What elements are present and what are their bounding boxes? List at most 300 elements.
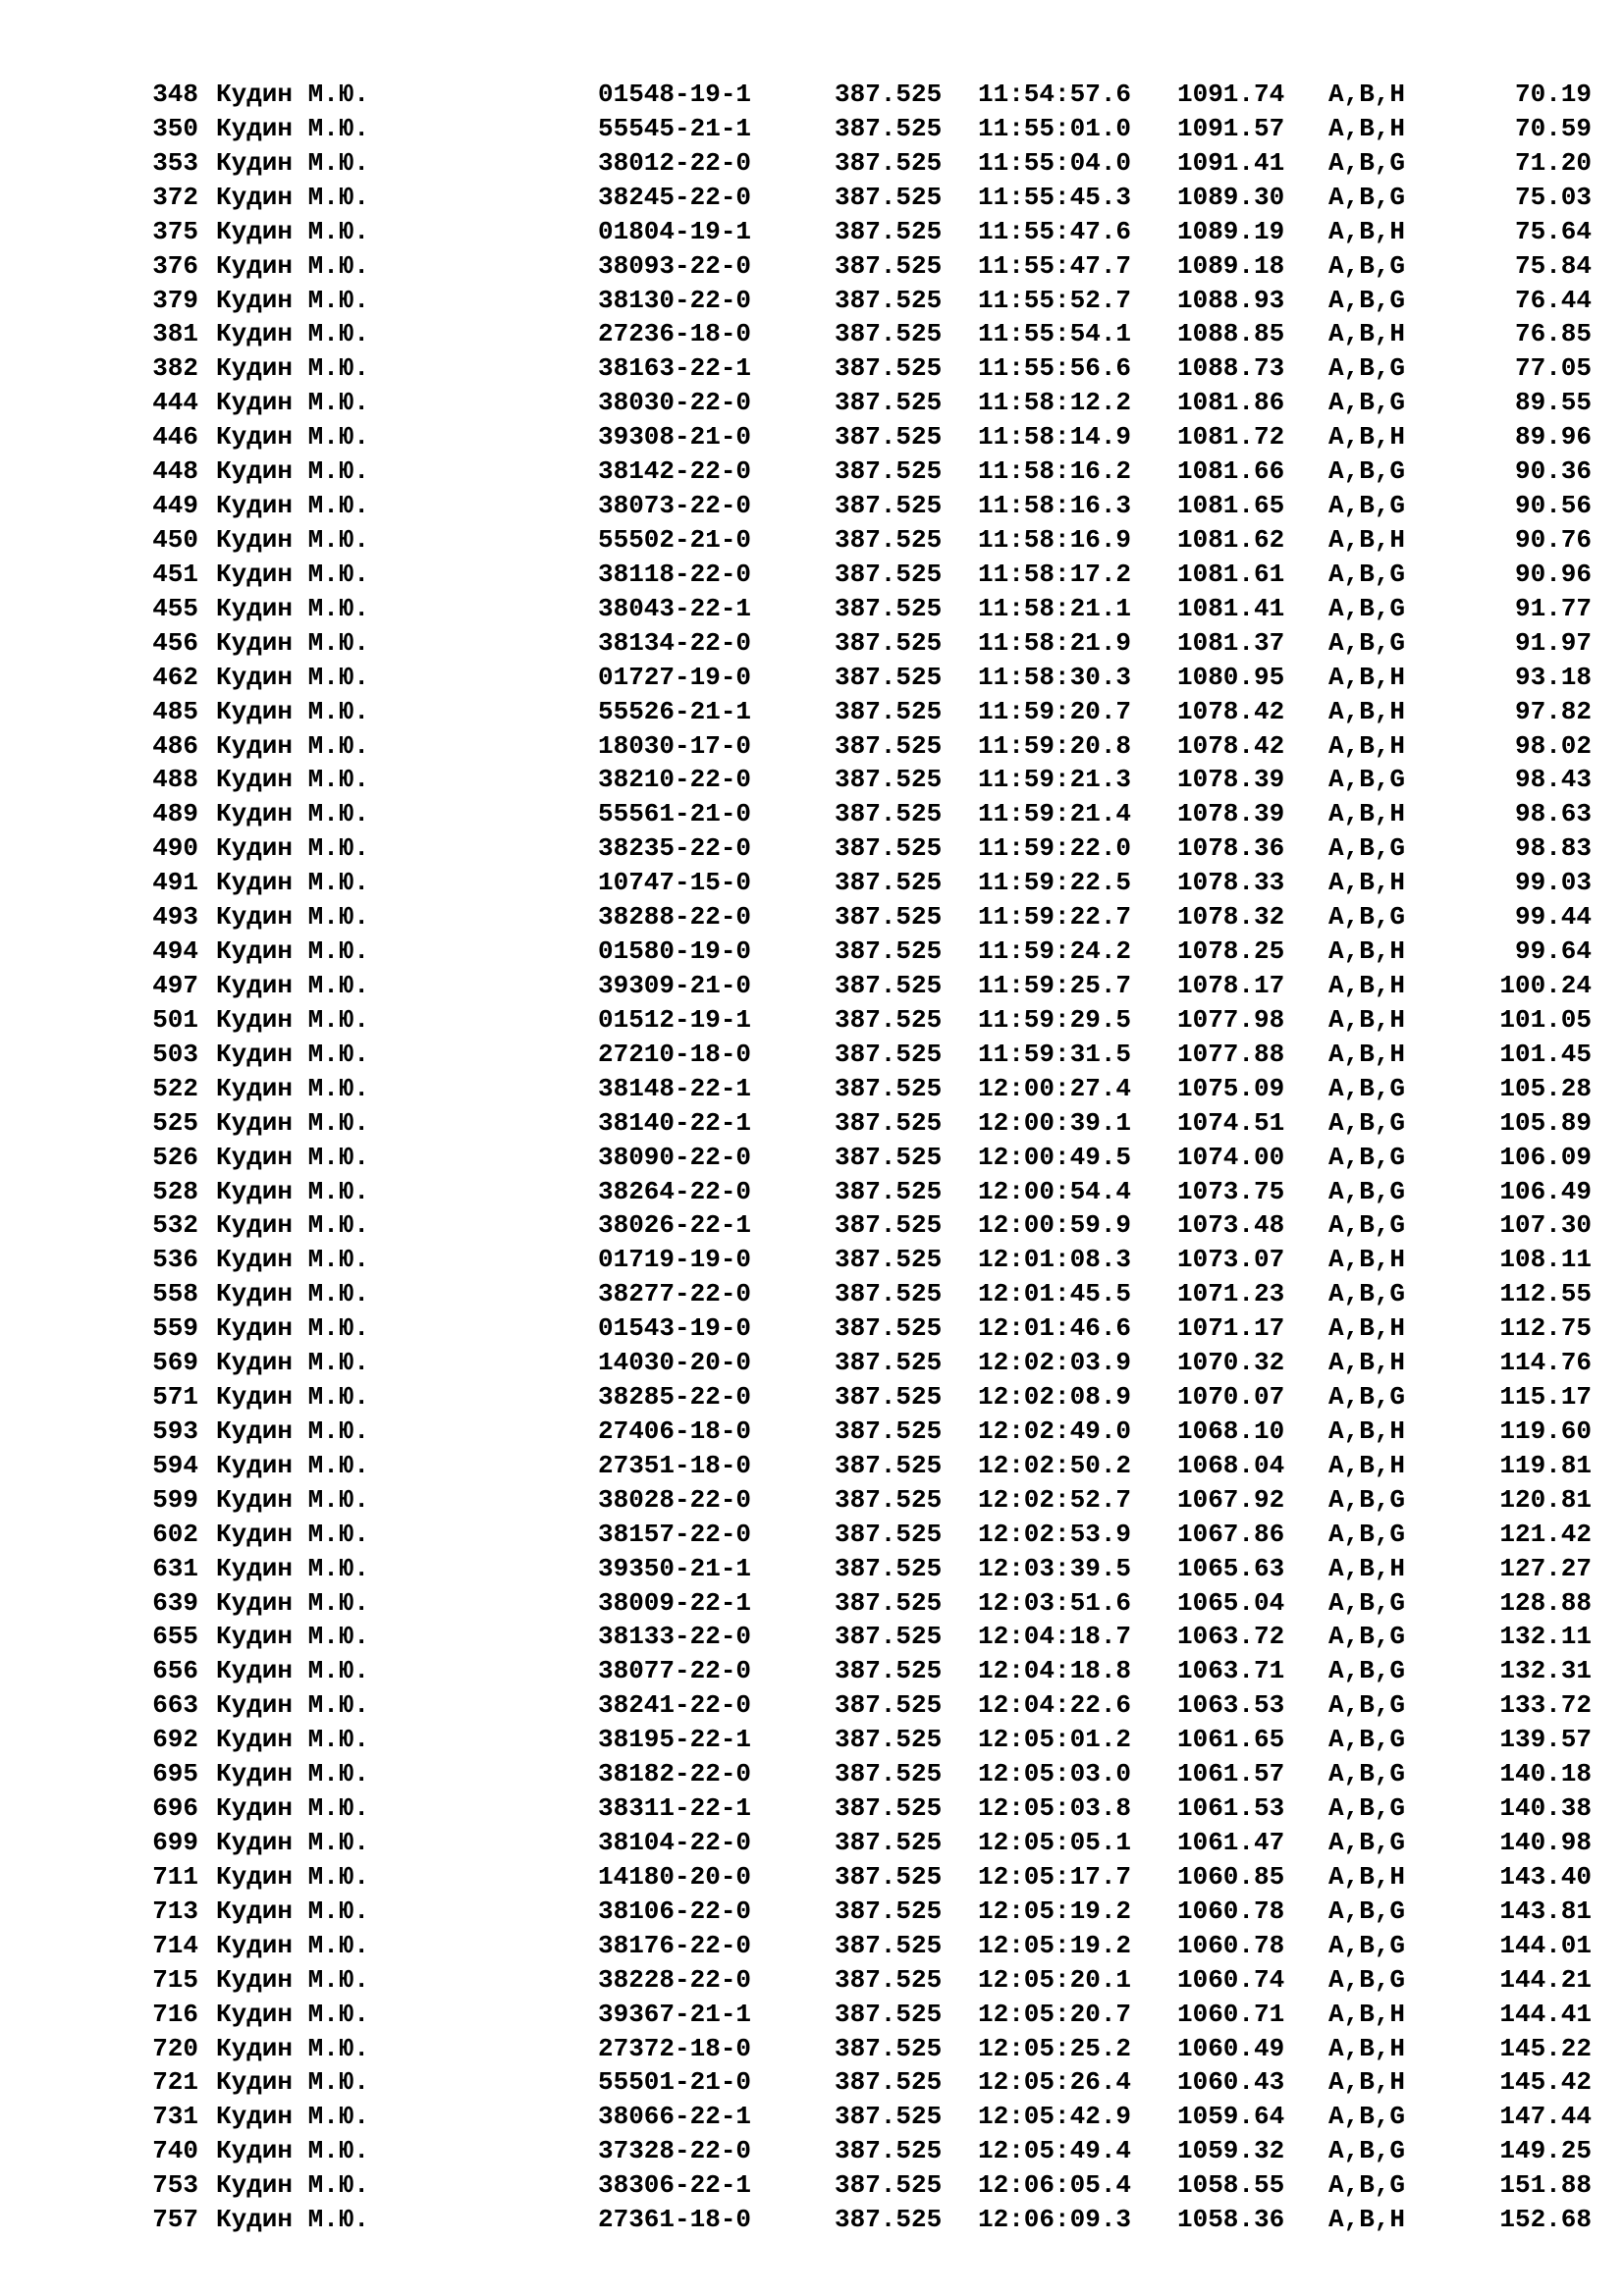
place-cell: 494 [152,936,198,967]
place-cell: 450 [152,524,198,555]
ring-number-cell: 38285-22-0 [598,1382,752,1413]
arrival-time-cell: 12:06:05.4 [978,2170,1132,2201]
fancier-name-cell: Кудин М.Ю. [216,1279,370,1309]
fancier-name-cell: Кудин М.Ю. [216,559,370,589]
points-cell: 76.44 [1514,285,1592,315]
points-cell: 90.56 [1514,491,1592,521]
table-row [0,1723,1624,1757]
speed-cell: 1058.55 [1177,2170,1285,2201]
fancier-name-cell: Кудин М.Ю. [216,80,370,109]
points-cell: 99.64 [1514,936,1592,967]
category-cell: A,B,G [1328,1759,1406,1789]
speed-cell: 1081.72 [1177,422,1285,453]
fancier-name-cell: Кудин М.Ю. [216,1587,370,1618]
table-row [0,1552,1624,1586]
points-cell: 99.03 [1514,868,1592,898]
speed-cell: 1068.04 [1177,1450,1285,1480]
category-cell: A,B,G [1328,627,1406,658]
speed-cell: 1080.95 [1177,662,1285,692]
table-row [0,2168,1624,2203]
category-cell: A,B,G [1328,491,1406,521]
ring-number-cell: 18030-17-0 [598,730,752,761]
table-row [0,2134,1624,2168]
points-cell: 144.01 [1499,1930,1592,1960]
table-row [0,695,1624,729]
ring-number-cell: 55526-21-1 [598,696,752,726]
category-cell: A,B,G [1328,1382,1406,1413]
ring-number-cell: 39308-21-0 [598,422,752,453]
place-cell: 493 [152,902,198,933]
speed-cell: 1067.92 [1177,1484,1285,1515]
category-cell: A,B,G [1328,285,1406,315]
distance-cell: 387.525 [835,1793,943,1824]
place-cell: 451 [152,559,198,589]
place-cell: 536 [152,1245,198,1275]
points-cell: 114.76 [1499,1348,1592,1378]
ring-number-cell: 38134-22-0 [598,627,752,658]
fancier-name-cell: Кудин М.Ю. [216,730,370,761]
points-cell: 119.81 [1499,1450,1592,1480]
fancier-name-cell: Кудин М.Ю. [216,1245,370,1275]
fancier-name-cell: Кудин М.Ю. [216,1073,370,1103]
speed-cell: 1078.42 [1177,696,1285,726]
table-row [0,1929,1624,1963]
distance-cell: 387.525 [835,1039,943,1069]
ring-number-cell: 38133-22-0 [598,1622,752,1652]
fancier-name-cell: Кудин М.Ю. [216,1759,370,1789]
table-row [0,592,1624,626]
place-cell: 503 [152,1039,198,1069]
distance-cell: 387.525 [835,1622,943,1652]
fancier-name-cell: Кудин М.Ю. [216,2170,370,2201]
fancier-name-cell: Кудин М.Ю. [216,1176,370,1206]
fancier-name-cell: Кудин М.Ю. [216,1004,370,1035]
speed-cell: 1088.93 [1177,285,1285,315]
place-cell: 446 [152,422,198,453]
distance-cell: 387.525 [835,662,943,692]
speed-cell: 1070.07 [1177,1382,1285,1413]
fancier-name-cell: Кудин М.Ю. [216,1656,370,1686]
speed-cell: 1073.07 [1177,1245,1285,1275]
category-cell: A,B,H [1328,80,1406,109]
arrival-time-cell: 11:55:47.6 [978,216,1132,246]
place-cell: 571 [152,1382,198,1413]
distance-cell: 387.525 [835,2170,943,2201]
speed-cell: 1078.17 [1177,970,1285,1000]
fancier-name-cell: Кудин М.Ю. [216,1382,370,1413]
speed-cell: 1089.18 [1177,250,1285,281]
category-cell: A,B,G [1328,1656,1406,1686]
category-cell: A,B,H [1328,1861,1406,1892]
fancier-name-cell: Кудин М.Ю. [216,936,370,967]
place-cell: 372 [152,182,198,212]
speed-cell: 1071.23 [1177,1279,1285,1309]
table-row [0,1586,1624,1621]
table-row [0,1654,1624,1688]
place-cell: 559 [152,1313,198,1344]
place-cell: 449 [152,491,198,521]
fancier-name-cell: Кудин М.Ю. [216,1450,370,1480]
category-cell: A,B,H [1328,696,1406,726]
distance-cell: 387.525 [835,559,943,589]
ring-number-cell: 55545-21-1 [598,113,752,143]
distance-cell: 387.525 [835,319,943,349]
ring-number-cell: 27210-18-0 [598,1039,752,1069]
fancier-name-cell: Кудин М.Ю. [216,902,370,933]
speed-cell: 1060.74 [1177,1964,1285,1995]
place-cell: 602 [152,1519,198,1549]
speed-cell: 1060.78 [1177,1930,1285,1960]
place-cell: 488 [152,765,198,795]
points-cell: 152.68 [1499,2205,1592,2235]
arrival-time-cell: 12:03:51.6 [978,1587,1132,1618]
fancier-name-cell: Кудин М.Ю. [216,662,370,692]
table-row [0,558,1624,592]
fancier-name-cell: Кудин М.Ю. [216,1348,370,1378]
speed-cell: 1065.04 [1177,1587,1285,1618]
arrival-time-cell: 12:02:50.2 [978,1450,1132,1480]
speed-cell: 1067.86 [1177,1519,1285,1549]
category-cell: A,B,G [1328,182,1406,212]
arrival-time-cell: 12:00:27.4 [978,1073,1132,1103]
category-cell: A,B,H [1328,524,1406,555]
table-row [0,317,1624,351]
speed-cell: 1073.48 [1177,1210,1285,1241]
points-cell: 71.20 [1514,147,1592,178]
points-cell: 93.18 [1514,662,1592,692]
points-cell: 139.57 [1499,1725,1592,1755]
arrival-time-cell: 12:04:22.6 [978,1690,1132,1721]
arrival-time-cell: 12:05:20.7 [978,1999,1132,2029]
distance-cell: 387.525 [835,1415,943,1446]
place-cell: 714 [152,1930,198,1960]
speed-cell: 1078.33 [1177,868,1285,898]
speed-cell: 1063.71 [1177,1656,1285,1686]
speed-cell: 1068.10 [1177,1415,1285,1446]
table-row [0,1998,1624,2032]
distance-cell: 387.525 [835,285,943,315]
category-cell: A,B,G [1328,1930,1406,1960]
points-cell: 108.11 [1499,1245,1592,1275]
speed-cell: 1063.53 [1177,1690,1285,1721]
place-cell: 692 [152,1725,198,1755]
arrival-time-cell: 12:05:19.2 [978,1930,1132,1960]
fancier-name-cell: Кудин М.Ю. [216,1210,370,1241]
points-cell: 98.02 [1514,730,1592,761]
points-cell: 140.98 [1499,1828,1592,1858]
points-cell: 100.24 [1499,970,1592,1000]
fancier-name-cell: Кудин М.Ю. [216,1519,370,1549]
distance-cell: 387.525 [835,1382,943,1413]
ring-number-cell: 39350-21-1 [598,1553,752,1583]
speed-cell: 1077.88 [1177,1039,1285,1069]
distance-cell: 387.525 [835,1450,943,1480]
place-cell: 462 [152,662,198,692]
place-cell: 663 [152,1690,198,1721]
ring-number-cell: 38077-22-0 [598,1656,752,1686]
place-cell: 593 [152,1415,198,1446]
fancier-name-cell: Кудин М.Ю. [216,1793,370,1824]
ring-number-cell: 38210-22-0 [598,765,752,795]
table-row [0,866,1624,900]
points-cell: 105.28 [1499,1073,1592,1103]
distance-cell: 387.525 [835,696,943,726]
category-cell: A,B,G [1328,1073,1406,1103]
points-cell: 89.55 [1514,388,1592,418]
fancier-name-cell: Кудин М.Ю. [216,216,370,246]
ring-number-cell: 38066-22-1 [598,2102,752,2132]
points-cell: 98.63 [1514,799,1592,829]
speed-cell: 1061.57 [1177,1759,1285,1789]
place-cell: 501 [152,1004,198,1035]
points-cell: 91.77 [1514,593,1592,623]
category-cell: A,B,G [1328,147,1406,178]
ring-number-cell: 38009-22-1 [598,1587,752,1618]
arrival-time-cell: 12:05:03.8 [978,1793,1132,1824]
fancier-name-cell: Кудин М.Ю. [216,627,370,658]
arrival-time-cell: 12:01:46.6 [978,1313,1132,1344]
points-cell: 105.89 [1499,1107,1592,1138]
speed-cell: 1060.78 [1177,1896,1285,1926]
fancier-name-cell: Кудин М.Ю. [216,456,370,487]
points-cell: 101.05 [1499,1004,1592,1035]
place-cell: 486 [152,730,198,761]
distance-cell: 387.525 [835,593,943,623]
fancier-name-cell: Кудин М.Ю. [216,1896,370,1926]
place-cell: 456 [152,627,198,658]
distance-cell: 387.525 [835,1690,943,1721]
fancier-name-cell: Кудин М.Ю. [216,1107,370,1138]
distance-cell: 387.525 [835,250,943,281]
arrival-time-cell: 11:55:04.0 [978,147,1132,178]
place-cell: 639 [152,1587,198,1618]
ring-number-cell: 38148-22-1 [598,1073,752,1103]
table-row [0,1311,1624,1346]
points-cell: 77.05 [1514,353,1592,384]
arrival-time-cell: 12:03:39.5 [978,1553,1132,1583]
table-row [0,1277,1624,1311]
category-cell: A,B,H [1328,422,1406,453]
points-cell: 106.09 [1499,1142,1592,1172]
arrival-time-cell: 11:58:21.1 [978,593,1132,623]
distance-cell: 387.525 [835,1587,943,1618]
ring-number-cell: 37328-22-0 [598,2136,752,2166]
place-cell: 497 [152,970,198,1000]
points-cell: 132.11 [1499,1622,1592,1652]
arrival-time-cell: 11:55:52.7 [978,285,1132,315]
points-cell: 90.96 [1514,559,1592,589]
ring-number-cell: 38118-22-0 [598,559,752,589]
ring-number-cell: 27351-18-0 [598,1450,752,1480]
category-cell: A,B,G [1328,1587,1406,1618]
fancier-name-cell: Кудин М.Ю. [216,2205,370,2235]
distance-cell: 387.525 [835,1553,943,1583]
table-row [0,1038,1624,1072]
points-cell: 120.81 [1499,1484,1592,1515]
table-row [0,1963,1624,1998]
ring-number-cell: 10747-15-0 [598,868,752,898]
category-cell: A,B,H [1328,936,1406,967]
speed-cell: 1089.30 [1177,182,1285,212]
ring-number-cell: 38288-22-0 [598,902,752,933]
ring-number-cell: 55501-21-0 [598,2067,752,2098]
distance-cell: 387.525 [835,2102,943,2132]
place-cell: 526 [152,1142,198,1172]
table-row [0,1791,1624,1826]
distance-cell: 387.525 [835,1245,943,1275]
distance-cell: 387.525 [835,1999,943,2029]
points-cell: 112.55 [1499,1279,1592,1309]
speed-cell: 1088.85 [1177,319,1285,349]
category-cell: A,B,G [1328,388,1406,418]
points-cell: 151.88 [1499,2170,1592,2201]
speed-cell: 1060.71 [1177,1999,1285,2029]
distance-cell: 387.525 [835,970,943,1000]
category-cell: A,B,H [1328,1553,1406,1583]
place-cell: 569 [152,1348,198,1378]
distance-cell: 387.525 [835,1828,943,1858]
category-cell: A,B,G [1328,1690,1406,1721]
distance-cell: 387.525 [835,216,943,246]
distance-cell: 387.525 [835,491,943,521]
table-row [0,420,1624,454]
ring-number-cell: 39367-21-1 [598,1999,752,2029]
speed-cell: 1078.25 [1177,936,1285,967]
results-table [0,78,1624,2237]
speed-cell: 1065.63 [1177,1553,1285,1583]
speed-cell: 1059.32 [1177,2136,1285,2166]
arrival-time-cell: 12:05:05.1 [978,1828,1132,1858]
distance-cell: 387.525 [835,1519,943,1549]
category-cell: A,B,G [1328,1176,1406,1206]
points-cell: 98.83 [1514,833,1592,864]
category-cell: A,B,G [1328,1484,1406,1515]
arrival-time-cell: 11:58:16.9 [978,524,1132,555]
place-cell: 558 [152,1279,198,1309]
category-cell: A,B,G [1328,456,1406,487]
table-row [0,763,1624,797]
table-row [0,249,1624,284]
distance-cell: 387.525 [835,388,943,418]
ring-number-cell: 38264-22-0 [598,1176,752,1206]
speed-cell: 1081.86 [1177,388,1285,418]
ring-number-cell: 38028-22-0 [598,1484,752,1515]
place-cell: 489 [152,799,198,829]
ring-number-cell: 38311-22-1 [598,1793,752,1824]
category-cell: A,B,H [1328,216,1406,246]
speed-cell: 1091.74 [1177,80,1285,109]
place-cell: 711 [152,1861,198,1892]
place-cell: 655 [152,1622,198,1652]
table-row [0,1483,1624,1518]
distance-cell: 387.525 [835,1176,943,1206]
points-cell: 144.41 [1499,1999,1592,2029]
distance-cell: 387.525 [835,113,943,143]
distance-cell: 387.525 [835,868,943,898]
table-row [0,351,1624,386]
ring-number-cell: 38163-22-1 [598,353,752,384]
ring-number-cell: 14030-20-0 [598,1348,752,1378]
distance-cell: 387.525 [835,730,943,761]
ring-number-cell: 27406-18-0 [598,1415,752,1446]
points-cell: 75.64 [1514,216,1592,246]
distance-cell: 387.525 [835,1725,943,1755]
points-cell: 143.81 [1499,1896,1592,1926]
speed-cell: 1091.57 [1177,113,1285,143]
fancier-name-cell: Кудин М.Ю. [216,696,370,726]
fancier-name-cell: Кудин М.Ю. [216,1553,370,1583]
speed-cell: 1061.65 [1177,1725,1285,1755]
table-row [0,2032,1624,2066]
ring-number-cell: 38195-22-1 [598,1725,752,1755]
speed-cell: 1074.00 [1177,1142,1285,1172]
category-cell: A,B,G [1328,1107,1406,1138]
ring-number-cell: 38241-22-0 [598,1690,752,1721]
fancier-name-cell: Кудин М.Ю. [216,765,370,795]
category-cell: A,B,H [1328,970,1406,1000]
speed-cell: 1058.36 [1177,2205,1285,2235]
table-row [0,1449,1624,1483]
points-cell: 97.82 [1514,696,1592,726]
category-cell: A,B,H [1328,113,1406,143]
points-cell: 91.97 [1514,627,1592,658]
table-row [0,1003,1624,1038]
speed-cell: 1075.09 [1177,1073,1285,1103]
distance-cell: 387.525 [835,1759,943,1789]
table-row [0,489,1624,523]
fancier-name-cell: Кудин М.Ю. [216,1828,370,1858]
distance-cell: 387.525 [835,1107,943,1138]
category-cell: A,B,G [1328,2102,1406,2132]
ring-number-cell: 01719-19-0 [598,1245,752,1275]
arrival-time-cell: 11:55:56.6 [978,353,1132,384]
place-cell: 375 [152,216,198,246]
arrival-time-cell: 12:05:19.2 [978,1896,1132,1926]
table-row [0,2203,1624,2237]
arrival-time-cell: 12:05:17.7 [978,1861,1132,1892]
points-cell: 75.84 [1514,250,1592,281]
fancier-name-cell: Кудин М.Ю. [216,250,370,281]
ring-number-cell: 14180-20-0 [598,1861,752,1892]
ring-number-cell: 38140-22-1 [598,1107,752,1138]
arrival-time-cell: 12:04:18.7 [978,1622,1132,1652]
speed-cell: 1091.41 [1177,147,1285,178]
points-cell: 119.60 [1499,1415,1592,1446]
distance-cell: 387.525 [835,1484,943,1515]
place-cell: 631 [152,1553,198,1583]
points-cell: 127.27 [1499,1553,1592,1583]
ring-number-cell: 38030-22-0 [598,388,752,418]
category-cell: A,B,G [1328,250,1406,281]
table-row [0,1757,1624,1791]
table-row [0,1243,1624,1277]
points-cell: 70.19 [1514,80,1592,109]
speed-cell: 1074.51 [1177,1107,1285,1138]
ring-number-cell: 55561-21-0 [598,799,752,829]
ring-number-cell: 01580-19-0 [598,936,752,967]
table-row [0,215,1624,249]
distance-cell: 387.525 [835,627,943,658]
distance-cell: 387.525 [835,2136,943,2166]
speed-cell: 1081.61 [1177,559,1285,589]
fancier-name-cell: Кудин М.Ю. [216,1039,370,1069]
points-cell: 143.40 [1499,1861,1592,1892]
category-cell: A,B,H [1328,1999,1406,2029]
table-row [0,1860,1624,1895]
ring-number-cell: 38130-22-0 [598,285,752,315]
category-cell: A,B,G [1328,1519,1406,1549]
arrival-time-cell: 12:04:18.8 [978,1656,1132,1686]
